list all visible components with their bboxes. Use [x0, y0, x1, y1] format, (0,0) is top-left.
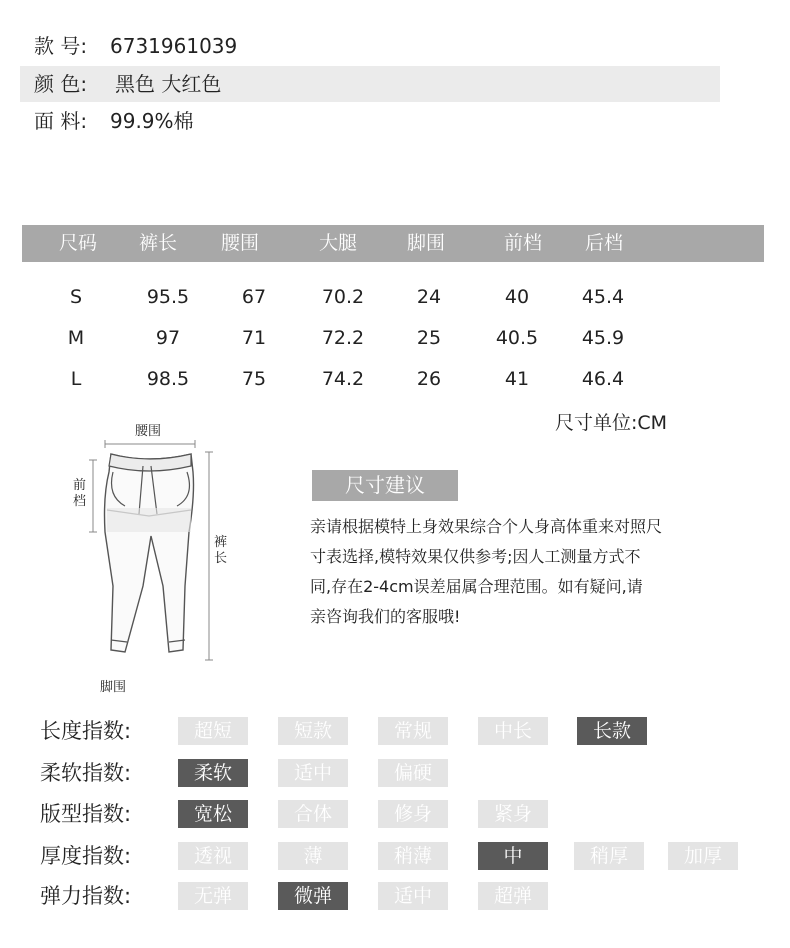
diagram-length-label: 裤长 [214, 535, 228, 566]
fit-option-loose-selected: 宽松 [178, 800, 248, 828]
thickness-option-medium-selected: 中 [478, 842, 548, 870]
table-cell: 41 [504, 368, 530, 390]
diagram-hem-label: 脚围 [100, 680, 127, 695]
length-index-label: 长度指数: [40, 719, 132, 743]
advice-title: 尺寸建议 [312, 470, 458, 501]
fit-index-label: 版型指数: [40, 802, 132, 826]
elasticity-index-label: 弹力指数: [40, 884, 132, 908]
elasticity-option-slight-selected: 微弹 [278, 882, 348, 910]
size-table-header [22, 225, 764, 262]
elasticity-option-medium: 适中 [378, 882, 448, 910]
fabric-value: 99.9%棉 [110, 109, 194, 133]
fit-option-regular: 合体 [278, 800, 348, 828]
table-cell: 95.5 [146, 286, 190, 308]
style-number-label: 款 号: [34, 34, 88, 58]
table-cell: 67 [241, 286, 267, 308]
softness-option-soft-selected: 柔软 [178, 759, 248, 787]
elasticity-option-none: 无弹 [178, 882, 248, 910]
header-length: 裤长 [138, 232, 177, 254]
elasticity-option-high: 超弹 [478, 882, 548, 910]
softness-option-firm: 偏硬 [378, 759, 448, 787]
thickness-option-thin: 薄 [278, 842, 348, 870]
color-label: 颜 色: [34, 72, 88, 96]
thickness-index-label: 厚度指数: [40, 844, 132, 868]
table-cell: 70.2 [321, 286, 365, 308]
diagram-waist-label: 腰围 [135, 424, 162, 439]
table-cell: 97 [155, 327, 181, 349]
length-option-short: 短款 [278, 717, 348, 745]
thickness-option-sheer: 透视 [178, 842, 248, 870]
softness-index-label: 柔软指数: [40, 761, 132, 785]
header-hem: 脚围 [406, 232, 445, 254]
color-value: 黑色 大红色 [115, 72, 222, 96]
thickness-option-thick: 加厚 [668, 842, 738, 870]
fabric-label: 面 料: [34, 109, 88, 133]
table-cell: 24 [416, 286, 442, 308]
length-option-ultra-short: 超短 [178, 717, 248, 745]
header-thigh: 大腿 [318, 232, 357, 254]
thickness-option-slightly-thick: 稍厚 [574, 842, 644, 870]
table-cell: 75 [241, 368, 267, 390]
advice-line: 亲咨询我们的客服哦! [310, 607, 461, 626]
table-cell: S [69, 286, 83, 308]
length-option-regular: 常规 [378, 717, 448, 745]
size-unit-label: 尺寸单位:CM [555, 412, 668, 434]
advice-line: 同,存在2-4cm误差届属合理范围。如有疑问,请 [310, 577, 643, 596]
table-cell: 46.4 [581, 368, 625, 390]
header-size: 尺码 [58, 232, 97, 254]
pants-outline-icon [85, 436, 215, 672]
header-waist: 腰围 [220, 232, 259, 254]
table-cell: 45.9 [581, 327, 625, 349]
table-cell: 74.2 [321, 368, 365, 390]
softness-option-medium: 适中 [278, 759, 348, 787]
thickness-option-slightly-thin: 稍薄 [378, 842, 448, 870]
table-cell: 26 [416, 368, 442, 390]
table-cell: 40.5 [495, 327, 539, 349]
length-option-mid-long: 中长 [478, 717, 548, 745]
table-cell: L [70, 368, 82, 390]
table-cell: 72.2 [321, 327, 365, 349]
advice-line: 寸表选择,模特效果仅供参考;因人工测量方式不 [310, 547, 641, 566]
fit-option-slim: 修身 [378, 800, 448, 828]
table-cell: 25 [416, 327, 442, 349]
table-cell: 71 [241, 327, 267, 349]
header-back-rise: 后档 [584, 232, 623, 254]
diagram-front-rise-label: 前档 [73, 478, 87, 509]
style-number-value: 6731961039 [110, 34, 238, 58]
header-front-rise: 前档 [503, 232, 542, 254]
table-cell: M [67, 327, 85, 349]
advice-line: 亲请根据模特上身效果综合个人身高体重来对照尺 [310, 517, 663, 536]
advice-text [310, 512, 730, 632]
table-cell: 40 [504, 286, 530, 308]
table-cell: 45.4 [581, 286, 625, 308]
length-option-long-selected: 长款 [577, 717, 647, 745]
fit-option-tight: 紧身 [478, 800, 548, 828]
table-cell: 98.5 [146, 368, 190, 390]
color-row [20, 66, 720, 102]
